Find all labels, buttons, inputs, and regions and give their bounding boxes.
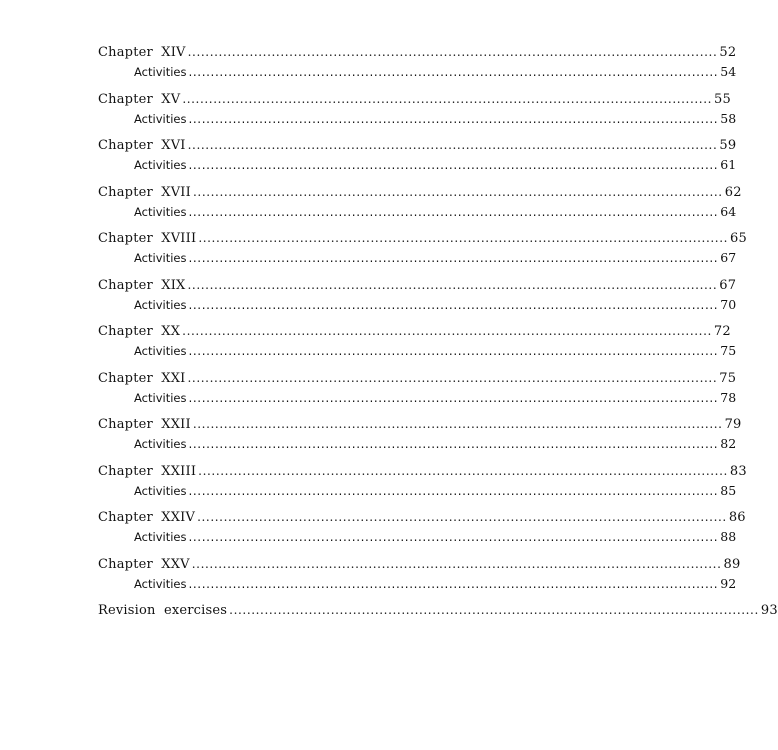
toc-activities-entry[interactable] — [98, 203, 737, 222]
dot-leader: ........................................................................................................................ — [188, 204, 719, 219]
chapter-title: Chapter XV — [98, 91, 181, 107]
toc-group-chapter-xvi — [98, 138, 737, 175]
page-number: 61 — [720, 157, 737, 172]
page-number: 82 — [720, 436, 737, 451]
page-number: 52 — [719, 45, 737, 60]
activities-label: Activities — [134, 111, 187, 126]
chapter-title: Chapter XVIII — [98, 231, 197, 246]
page-number: 70 — [720, 296, 737, 312]
dot-leader: ........................................................................................................................ — [188, 530, 719, 544]
page-number: 62 — [724, 184, 742, 200]
dot-leader: ........................................................................................................................ — [192, 417, 723, 431]
toc-group-chapter-xviii — [98, 231, 747, 268]
toc-chapter-entry[interactable] — [98, 370, 737, 390]
toc-activities-entry[interactable] — [98, 64, 737, 82]
toc-chapter-entry[interactable] — [98, 556, 741, 576]
dot-leader: ........................................................................................................................ — [198, 231, 729, 245]
chapter-title: Chapter XVI — [98, 138, 186, 153]
toc-group-revision — [98, 603, 778, 622]
dot-leader: ........................................................................................................................ — [198, 463, 728, 478]
table-of-contents — [98, 45, 778, 632]
chapter-title: Chapter XXIV — [98, 510, 196, 525]
chapter-title: Chapter XXV — [98, 556, 190, 572]
toc-group-chapter-xxiv — [98, 510, 746, 547]
page-number: 83 — [729, 463, 747, 479]
toc-group-chapter-xxi — [98, 370, 737, 408]
toc-group-chapter-xv — [98, 91, 737, 129]
toc-chapter-entry[interactable] — [98, 277, 737, 297]
revision-title: Revision exercises — [98, 603, 228, 618]
activities-label: Activities — [134, 204, 187, 219]
activities-label: Activities — [134, 437, 187, 451]
toc-revision-entry[interactable] — [98, 603, 778, 622]
chapter-title: Chapter XXII — [98, 417, 191, 432]
dot-leader: ........................................................................................................................ — [188, 344, 719, 358]
dot-leader: ........................................................................................................................ — [188, 65, 719, 79]
page-number: 79 — [724, 417, 742, 432]
chapter-title: Chapter XX — [98, 324, 181, 339]
toc-activities-entry[interactable] — [98, 436, 737, 454]
activities-label: Activities — [134, 251, 187, 265]
toc-group-chapter-xvii — [98, 184, 742, 222]
dot-leader: ........................................................................................................................ — [188, 251, 719, 265]
activities-label: Activities — [134, 390, 187, 405]
toc-chapter-entry[interactable] — [98, 91, 731, 111]
page-number: 55 — [714, 91, 731, 107]
toc-group-chapter-xxv — [98, 556, 741, 594]
dot-leader: ........................................................................................................................ — [187, 45, 718, 59]
dot-leader: ........................................................................................................................ — [182, 324, 712, 338]
toc-activities-entry[interactable] — [98, 296, 737, 315]
chapter-title: Chapter XXI — [98, 370, 186, 386]
page-number: 67 — [719, 277, 737, 293]
toc-group-chapter-xxiii — [98, 463, 747, 501]
chapter-title: Chapter XIX — [98, 277, 186, 293]
activities-label: Activities — [134, 483, 187, 498]
page-number: 89 — [723, 556, 741, 572]
page-number: 65 — [730, 231, 747, 246]
page-number: 75 — [720, 343, 737, 358]
dot-leader: ........................................................................................................................ — [188, 111, 719, 126]
page-number: 88 — [720, 529, 737, 544]
page-number: 86 — [728, 510, 746, 525]
chapter-title: Chapter XVII — [98, 184, 191, 200]
dot-leader: ........................................................................................................................ — [187, 370, 718, 385]
toc-chapter-entry[interactable] — [98, 510, 746, 529]
toc-group-chapter-xxii — [98, 417, 742, 454]
dot-leader: ........................................................................................................................ — [229, 603, 759, 617]
activities-label: Activities — [134, 576, 187, 591]
activities-label: Activities — [134, 530, 187, 544]
page-number: 92 — [720, 575, 737, 591]
dot-leader: ........................................................................................................................ — [191, 556, 722, 571]
toc-activities-entry[interactable] — [98, 343, 737, 361]
dot-leader: ........................................................................................................................ — [188, 158, 719, 172]
page-number: 93 — [760, 603, 778, 618]
toc-group-chapter-xiv — [98, 45, 737, 82]
activities-label: Activities — [134, 297, 187, 312]
activities-label: Activities — [134, 344, 187, 358]
dot-leader: ........................................................................................................................ — [188, 483, 719, 498]
toc-chapter-entry[interactable] — [98, 324, 731, 343]
toc-group-chapter-xix — [98, 277, 737, 315]
toc-activities-entry[interactable] — [98, 482, 737, 501]
dot-leader: ........................................................................................................................ — [197, 510, 727, 524]
dot-leader: ........................................................................................................................ — [187, 138, 718, 152]
dot-leader: ........................................................................................................................ — [192, 184, 723, 199]
dot-leader: ........................................................................................................................ — [188, 390, 719, 405]
toc-chapter-entry[interactable] — [98, 231, 747, 250]
toc-activities-entry[interactable] — [98, 157, 737, 175]
toc-activities-entry[interactable] — [98, 389, 737, 408]
dot-leader: ........................................................................................................................ — [187, 277, 718, 292]
page-number: 58 — [720, 110, 737, 126]
toc-chapter-entry[interactable] — [98, 463, 747, 483]
toc-chapter-entry[interactable] — [98, 417, 742, 436]
chapter-title: Chapter XIV — [98, 45, 186, 60]
dot-leader: ........................................................................................................................ — [188, 576, 719, 591]
page-number: 54 — [720, 64, 737, 79]
toc-group-chapter-xx — [98, 324, 737, 361]
toc-activities-entry[interactable] — [98, 575, 737, 594]
toc-chapter-entry[interactable] — [98, 45, 737, 64]
activities-label: Activities — [134, 65, 187, 79]
toc-activities-entry[interactable] — [98, 110, 737, 129]
page-number: 67 — [720, 250, 737, 265]
chapter-title: Chapter XXIII — [98, 463, 197, 479]
toc-activities-entry[interactable] — [98, 529, 737, 547]
page-number: 85 — [720, 482, 737, 498]
page-number: 78 — [720, 389, 737, 405]
page-number: 59 — [719, 138, 737, 153]
page-number: 64 — [720, 203, 737, 219]
dot-leader: ........................................................................................................................ — [182, 91, 713, 106]
page-number: 72 — [713, 324, 731, 339]
page-number: 75 — [719, 370, 737, 386]
toc-chapter-entry[interactable] — [98, 138, 737, 157]
toc-chapter-entry[interactable] — [98, 184, 742, 204]
dot-leader: ........................................................................................................................ — [188, 437, 719, 451]
dot-leader: ........................................................................................................................ — [188, 297, 719, 312]
activities-label: Activities — [134, 158, 187, 172]
toc-activities-entry[interactable] — [98, 250, 737, 268]
